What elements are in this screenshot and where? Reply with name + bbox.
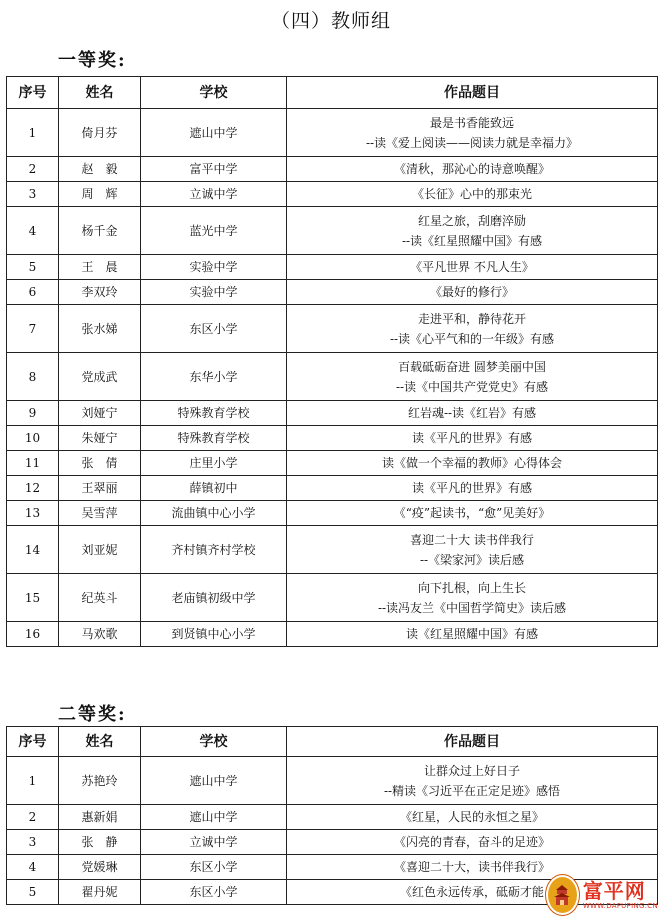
work-title-line: 喜迎二十大 读书伴我行 — [410, 532, 534, 547]
row-index: 7 — [7, 305, 59, 353]
header-name: 姓名 — [59, 727, 141, 757]
row-work-title — [287, 622, 658, 647]
table-row — [7, 574, 658, 622]
row-work-title — [287, 353, 658, 401]
row-school: 特殊教育学校 — [141, 401, 287, 426]
row-school: 东区小学 — [141, 855, 287, 880]
table-row — [7, 280, 658, 305]
table-row — [7, 622, 658, 647]
table-row — [7, 830, 658, 855]
work-title-line: 向下扎根，向上生长 — [417, 580, 526, 595]
header-index: 序号 — [7, 77, 59, 109]
row-school: 东区小学 — [141, 305, 287, 353]
work-title-line: 红岩魂--读《红岩》有感 — [407, 406, 537, 420]
row-name: 刘亚妮 — [59, 526, 141, 574]
row-school: 东华小学 — [141, 353, 287, 401]
row-index: 1 — [7, 109, 59, 157]
row-index: 14 — [7, 526, 59, 574]
work-title-line: 《喜迎二十大，读书伴我行》 — [393, 860, 550, 874]
row-school: 遮山中学 — [141, 109, 287, 157]
row-work-title — [287, 207, 658, 255]
row-work-title — [287, 830, 658, 855]
row-school: 老庙镇初级中学 — [141, 574, 287, 622]
row-work-title — [287, 526, 658, 574]
table-row — [7, 305, 658, 353]
row-work-title — [287, 280, 658, 305]
section-title: （四）教师组 — [270, 10, 391, 32]
row-index: 2 — [7, 805, 59, 830]
table-row — [7, 526, 658, 574]
row-index: 8 — [7, 353, 59, 401]
table-row — [7, 501, 658, 526]
row-index: 16 — [7, 622, 59, 647]
header-work: 作品题目 — [287, 727, 658, 757]
row-name: 周 辉 — [59, 182, 141, 207]
row-name: 张水娣 — [59, 305, 141, 353]
pagoda-icon — [546, 875, 579, 915]
work-title-line: 《红色永远传承，砥砺才能 — [399, 885, 544, 899]
row-work-title — [287, 305, 658, 353]
work-title-line: --读《爱上阅读——阅读力就是幸福力》 — [365, 135, 579, 150]
row-work-title — [287, 182, 658, 207]
row-school: 流曲镇中心小学 — [141, 501, 287, 526]
first-prize-table — [6, 76, 658, 647]
table-row — [7, 353, 658, 401]
row-index: 3 — [7, 830, 59, 855]
row-work-title — [287, 757, 658, 805]
work-title-line: --读《心平气和的一年级》有感 — [389, 331, 555, 346]
row-name: 王 晨 — [59, 255, 141, 280]
row-index: 15 — [7, 574, 59, 622]
row-index: 9 — [7, 401, 59, 426]
watermark-logo — [546, 873, 658, 917]
row-name: 党成武 — [59, 353, 141, 401]
table-row — [7, 757, 658, 805]
row-index: 12 — [7, 476, 59, 501]
row-index: 6 — [7, 280, 59, 305]
work-title-line: 让群众过上好日子 — [423, 763, 520, 778]
row-work-title — [287, 501, 658, 526]
table-row — [7, 426, 658, 451]
row-school: 蓝光中学 — [141, 207, 287, 255]
table-header-row — [7, 77, 658, 109]
row-work-title — [287, 157, 658, 182]
row-work-title — [287, 401, 658, 426]
row-school: 到贤镇中心小学 — [141, 622, 287, 647]
work-title-line: 《闪亮的青春，奋斗的足迹》 — [393, 835, 550, 849]
work-title-line: 《长征》心中的那束光 — [411, 187, 532, 201]
watermark-url: WWW.DAFUPING.CN — [582, 901, 658, 910]
table-row — [7, 182, 658, 207]
row-school: 遮山中学 — [141, 805, 287, 830]
table-row — [7, 157, 658, 182]
work-title-line: 红星之旅，刮磨淬励 — [417, 213, 526, 228]
row-name: 吴雪萍 — [59, 501, 141, 526]
first-prize-title: 一等奖: — [58, 50, 127, 71]
work-title-line: --读《中国共产党党史》有感 — [395, 379, 549, 394]
row-name: 李双玲 — [59, 280, 141, 305]
row-work-title — [287, 109, 658, 157]
row-school: 特殊教育学校 — [141, 426, 287, 451]
work-title-line: --读《红星照耀中国》有感 — [401, 233, 543, 248]
second-prize-title: 二等奖: — [58, 704, 127, 725]
header-school: 学校 — [141, 77, 287, 109]
row-work-title — [287, 805, 658, 830]
table-row — [7, 805, 658, 830]
work-title-line: 《红星，人民的永恒之星》 — [399, 810, 544, 824]
row-work-title — [287, 426, 658, 451]
row-name: 纪英斗 — [59, 574, 141, 622]
row-school: 实验中学 — [141, 280, 287, 305]
table-row — [7, 109, 658, 157]
row-index: 11 — [7, 451, 59, 476]
row-index: 3 — [7, 182, 59, 207]
table-row — [7, 401, 658, 426]
watermark-text: 富平网 — [582, 878, 646, 903]
work-title-line: 百载砥砺奋进 圆梦美丽中国 — [398, 359, 546, 374]
row-index: 10 — [7, 426, 59, 451]
row-name: 张 静 — [59, 830, 141, 855]
work-title-line: 《清秋，那沁心的诗意唤醒》 — [393, 162, 550, 176]
work-title-line: 《“疫”起读书，“愈”见美好》 — [393, 506, 551, 520]
row-name: 倚月芬 — [59, 109, 141, 157]
row-index: 5 — [7, 880, 59, 905]
work-title-line: 《平凡世界 不凡人生》 — [410, 260, 534, 274]
row-work-title — [287, 476, 658, 501]
table-header-row — [7, 727, 658, 757]
row-index: 4 — [7, 855, 59, 880]
row-school: 遮山中学 — [141, 757, 287, 805]
row-work-title — [287, 574, 658, 622]
table-row — [7, 451, 658, 476]
work-title-line: 《最好的修行》 — [429, 285, 514, 299]
work-title-line: 读《红星照耀中国》有感 — [405, 627, 538, 641]
row-school: 立诚中学 — [141, 182, 287, 207]
header-work: 作品题目 — [287, 77, 658, 109]
table-row — [7, 207, 658, 255]
row-name: 杨千金 — [59, 207, 141, 255]
table-row — [7, 255, 658, 280]
work-title-line: --《梁家河》读后感 — [419, 552, 525, 567]
row-index: 5 — [7, 255, 59, 280]
row-index: 2 — [7, 157, 59, 182]
work-title-line: --精读《习近平在正定足迹》感悟 — [383, 783, 561, 798]
row-name: 张 倩 — [59, 451, 141, 476]
work-title-line: 走进平和，静待花开 — [417, 311, 526, 326]
work-title-line: 最是书香能致远 — [429, 115, 514, 130]
row-name: 惠新娟 — [59, 805, 141, 830]
row-school: 实验中学 — [141, 255, 287, 280]
row-name: 王翠丽 — [59, 476, 141, 501]
row-school: 薛镇初中 — [141, 476, 287, 501]
header-index: 序号 — [7, 727, 59, 757]
row-index: 13 — [7, 501, 59, 526]
row-school: 立诚中学 — [141, 830, 287, 855]
row-work-title — [287, 255, 658, 280]
row-work-title — [287, 451, 658, 476]
work-title-line: 读《平凡的世界》有感 — [411, 431, 532, 445]
row-school: 富平中学 — [141, 157, 287, 182]
table-row — [7, 476, 658, 501]
row-school: 庄里小学 — [141, 451, 287, 476]
work-title-line: 读《做一个幸福的教师》心得体会 — [381, 456, 562, 470]
row-name: 翟丹妮 — [59, 880, 141, 905]
row-school: 东区小学 — [141, 880, 287, 905]
row-name: 苏艳玲 — [59, 757, 141, 805]
row-name: 朱娅宁 — [59, 426, 141, 451]
row-name: 马欢歌 — [59, 622, 141, 647]
header-school: 学校 — [141, 727, 287, 757]
row-school: 齐村镇齐村学校 — [141, 526, 287, 574]
row-name: 赵 毅 — [59, 157, 141, 182]
work-title-line: 读《平凡的世界》有感 — [411, 481, 532, 495]
row-index: 1 — [7, 757, 59, 805]
work-title-line: --读冯友兰《中国哲学简史》读后感 — [377, 600, 567, 615]
header-name: 姓名 — [59, 77, 141, 109]
row-name: 刘娅宁 — [59, 401, 141, 426]
row-index: 4 — [7, 207, 59, 255]
row-name: 党媛琳 — [59, 855, 141, 880]
